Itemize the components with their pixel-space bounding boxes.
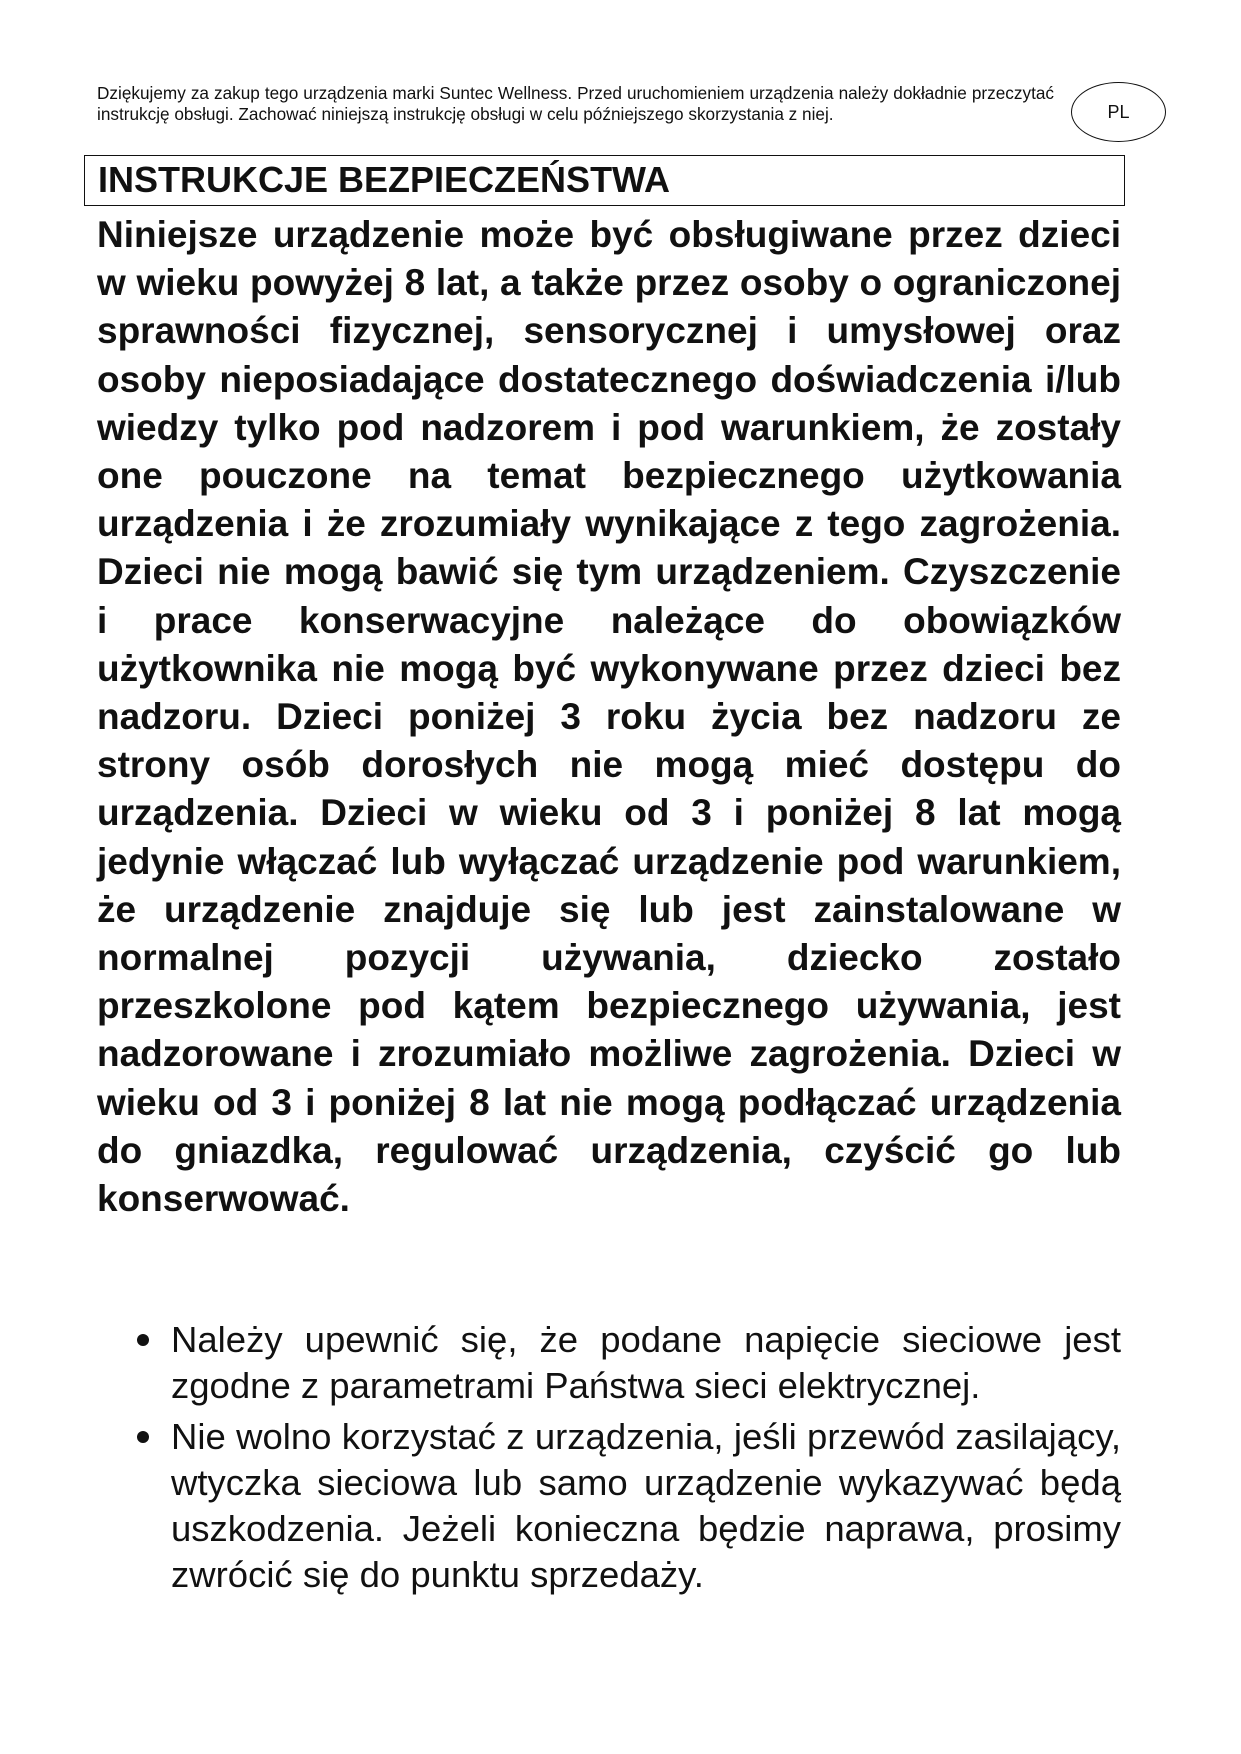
child-safety-warning: Niniejsze urządzenie może być obsługiwane przez dzieci w wieku powyżej 8 lat, a także przez osoby o ograniczonej sprawności fizycznej, sensorycznej i umysłowej oraz osoby nieposiadające dostatecznego doświadczenia i/lub wiedzy tylko pod nadzorem i pod warunkiem, że zostały one pouczone na temat bezpiecznego użytkowania urządzenia i że zrozumiały wynikające z tego zagrożenia. Dzieci nie mogą bawić się tym urządzeniem. Czyszczenie i prace konserwacyjne należące do obowiązków użytkownika nie mogą być wykonywane przez dzieci bez nadzoru. Dzieci poniżej 3 roku życia bez nadzoru ze strony osób dorosłych nie mogą mieć dostępu do urządzenia. Dzieci w wieku od 3 i poniżej 8 lat mogą jedynie włączać lub wyłączać urządzenie pod warunkiem, że urządzenie znajduje się lub jest zainstalowane w normalnej pozycji używania, dziecko zostało przeszkolone pod kątem bezpiecznego używania, jest nadzorowane i zrozumiało możliwe zagrożenia. Dzieci w wieku od 3 i poniżej 8 lat nie mogą podłączać urządzenia do gniazdka, regulować urządzenia, czyścić go lub konserwować.	[97, 214, 1121, 1220]
language-badge	[1071, 82, 1166, 142]
bullet-dot-icon	[137, 1431, 149, 1443]
language-badge-label: PL	[1107, 101, 1130, 122]
bullet-text: Nie wolno korzystać z urządzenia, jeśli przewód zasilający, wtyczka sieciowa lub samo urządzenie wykazywać będą uszkodzenia. Jeżeli konieczna będzie naprawa, prosimy zwrócić się do punktu sprzedaży.	[171, 1416, 1121, 1595]
section-title: INSTRUKCJE BEZPIECZEŃSTWA	[98, 159, 671, 200]
safety-bullet-list	[97, 1317, 1121, 1598]
intro-text: Dziękujemy za zakup tego urządzenia marki Suntec Wellness. Przed uruchomieniem urządzenia należy dokładnie przeczytać instrukcję obsługi. Zachować niniejszą instrukcję obsługi w celu późniejszego skorzystania z niej.	[97, 83, 1054, 124]
bullet-text: Należy upewnić się, że podane napięcie sieciowe jest zgodne z parametrami Państwa sieci elektrycznej.	[171, 1319, 1121, 1406]
bullet-dot-icon	[137, 1334, 149, 1346]
list-item	[97, 1414, 1121, 1598]
section-heading-box	[84, 155, 1125, 206]
list-item	[97, 1317, 1121, 1409]
